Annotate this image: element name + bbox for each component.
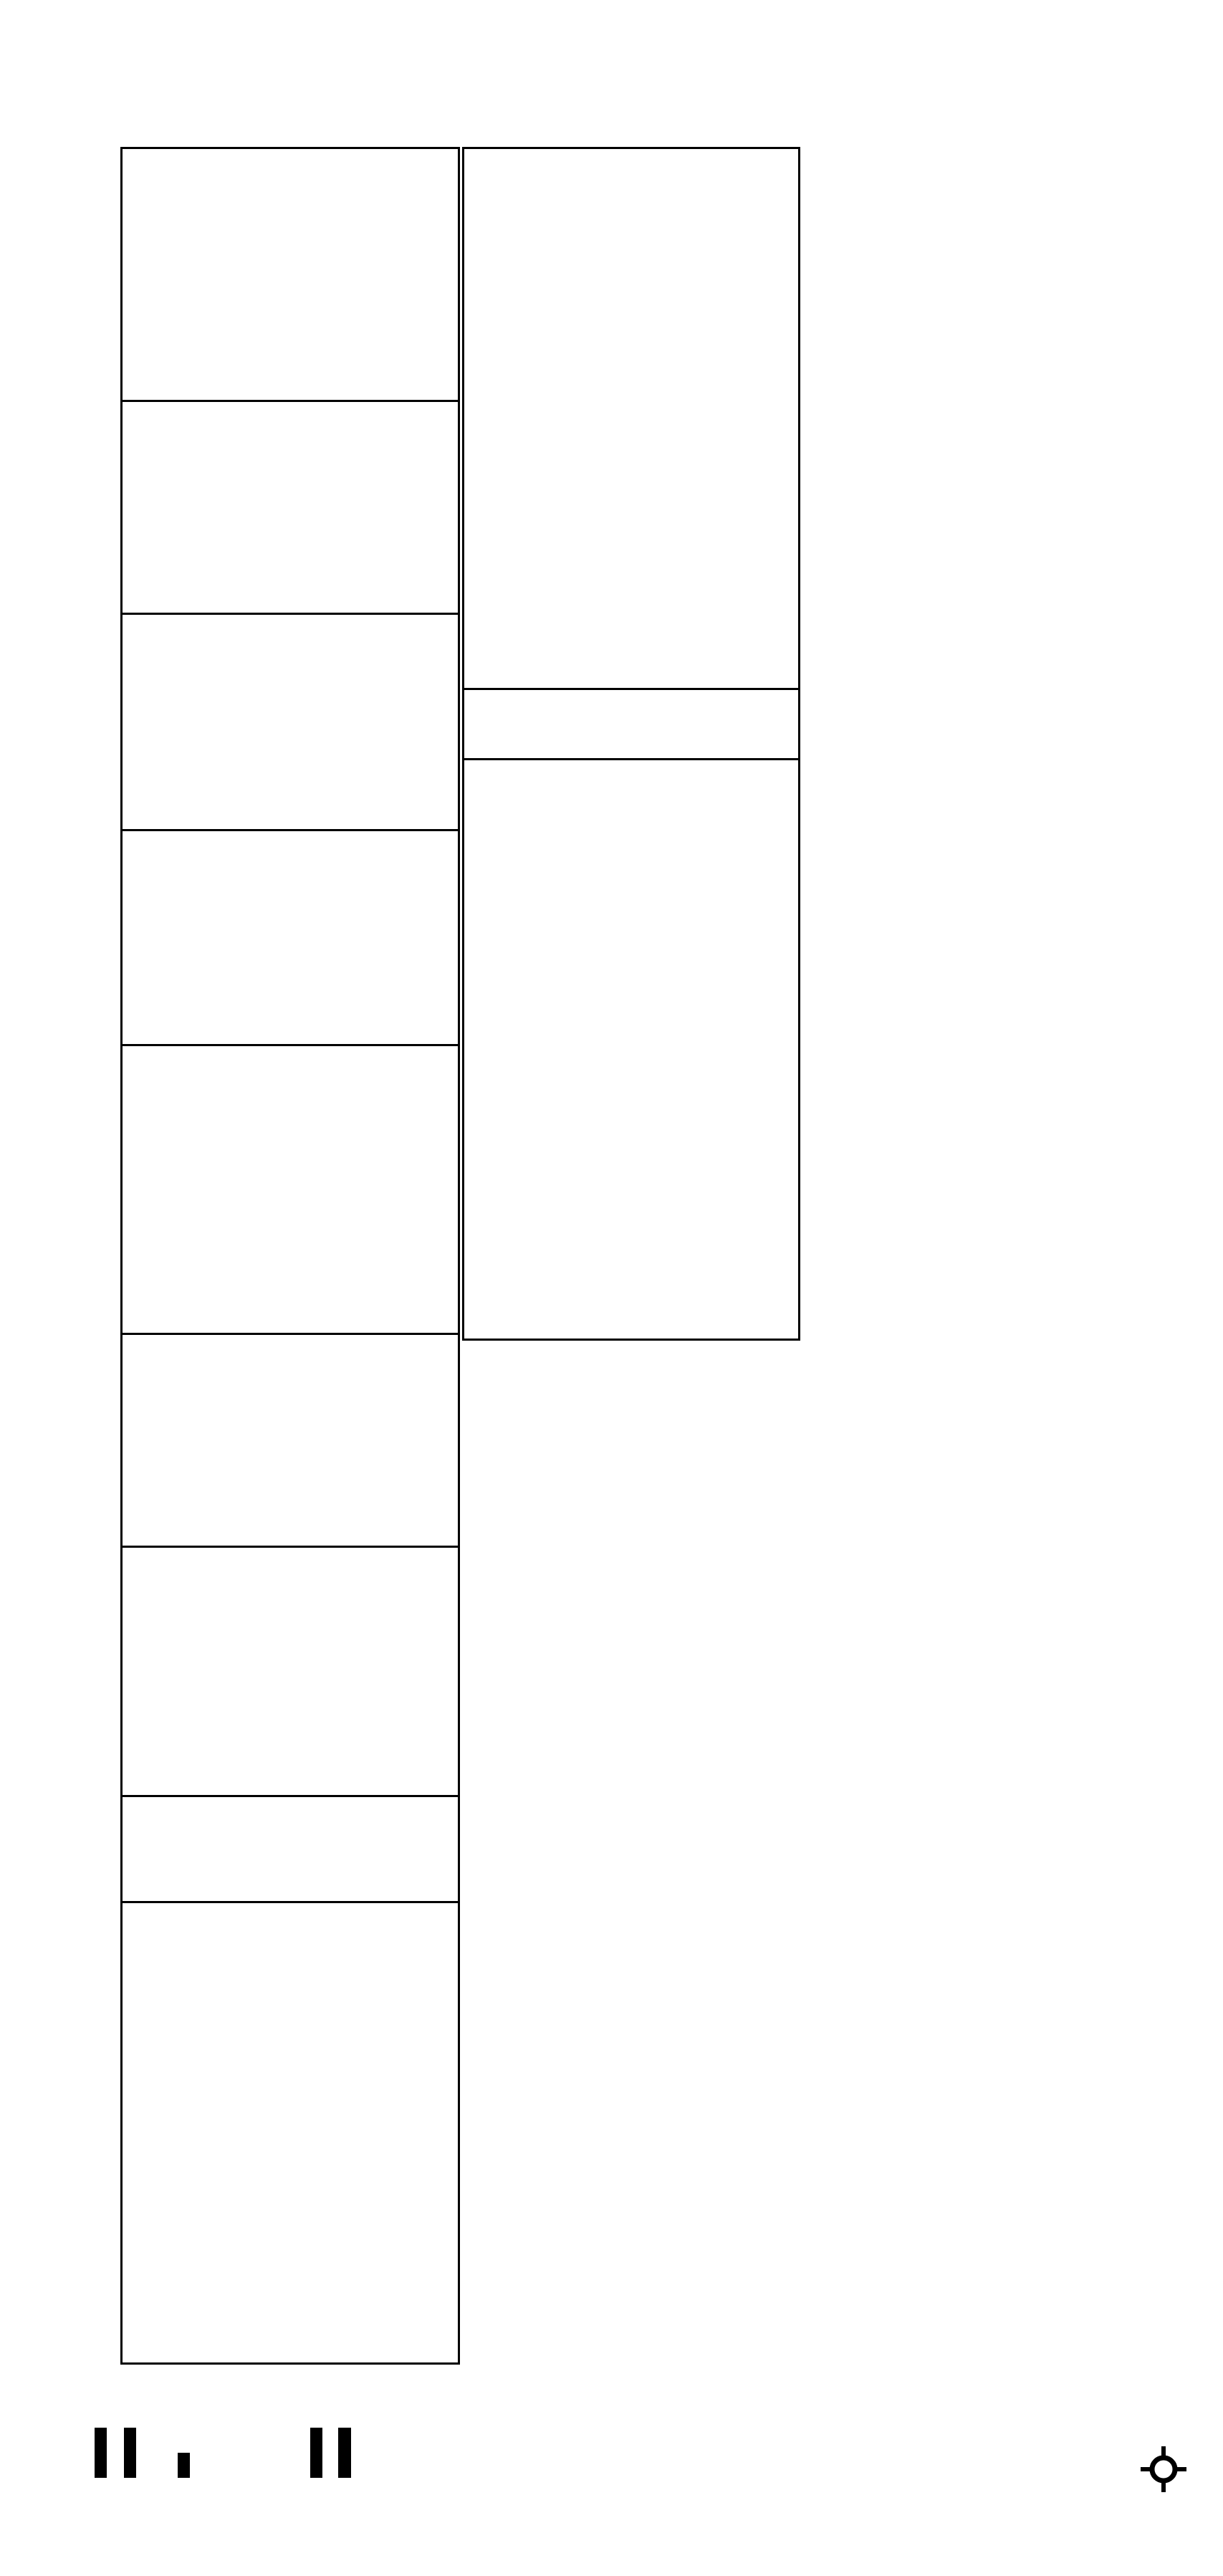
- timing-marks-top: [24, 80, 1199, 130]
- registration-crosshair-mark: [1141, 2446, 1186, 2492]
- timing-marks-right: [1166, 158, 1184, 2379]
- section-header-statewide-referendum: [462, 688, 800, 760]
- timing-marks-bottom: [25, 2492, 1143, 2542]
- section-header-proposed-constitutional-amendments: [120, 1795, 460, 1903]
- timing-marks-left: [37, 158, 56, 2379]
